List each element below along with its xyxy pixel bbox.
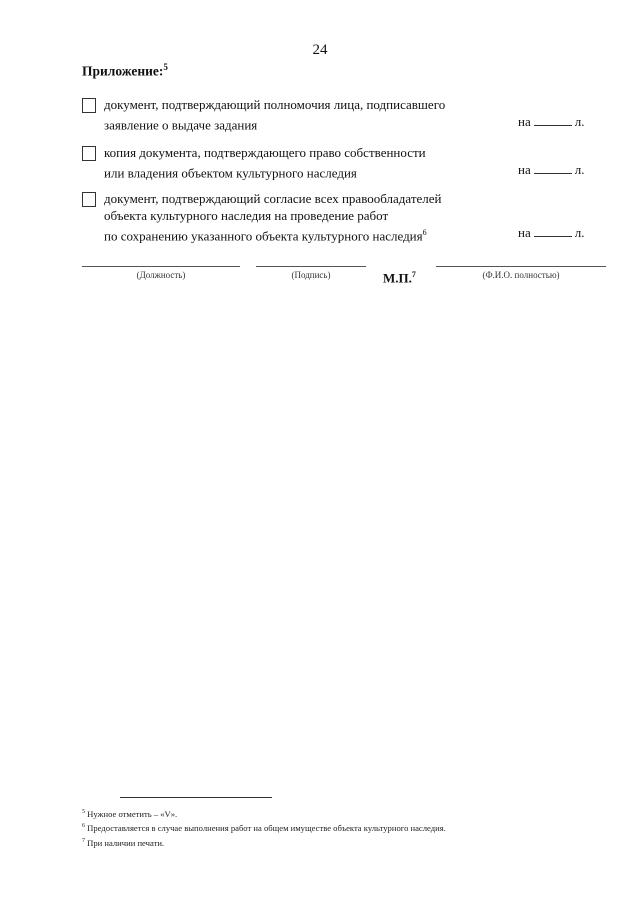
qty-suffix: л. [574,162,585,177]
footnote-ref: 6 [82,823,85,830]
page-number: 24 [312,42,328,58]
page-count-field[interactable] [534,113,572,126]
signature-line[interactable] [256,266,366,267]
qty-prefix: на [518,225,531,240]
footnote-ref: 5 [163,62,168,72]
appendix-title-text: Приложение: [82,63,164,79]
position-label: (Должность) [136,270,186,280]
position-line[interactable] [82,266,240,267]
item-text [104,144,426,181]
page-count-field[interactable] [534,224,572,237]
footnote-text: Нужное отметить – «V». [87,808,178,819]
checkbox[interactable] [82,98,96,113]
checkbox[interactable] [82,192,96,207]
item-text-body: копия документа, подтверждающего право собственности или владения объектом культурного наследия [104,145,426,181]
page-count-field[interactable] [534,161,572,174]
footnote-ref: 5 [82,809,85,815]
item-text [104,190,442,244]
stamp-text: М.П. [383,270,412,286]
qty-prefix: на [518,114,531,129]
item-text [104,96,445,133]
item-text-body: документ, подтверждающий согласие всех правообладателей объекта культурного наследия на проведение работ по сохранению указанного объекта культурного наследия [104,191,442,244]
footnotes [82,806,446,849]
name-label: (Ф.И.О. полностью) [482,270,560,280]
page-count [518,224,584,241]
signature-label: (Подпись) [291,270,331,280]
stamp-label [383,270,416,286]
page-count [518,113,584,130]
footnote-ref: 7 [411,270,416,279]
qty-suffix: л. [574,114,585,129]
footnote-text: При наличии печати. [87,837,165,848]
footnote-divider [120,797,272,798]
footnote [82,835,446,849]
qty-prefix: на [518,162,531,177]
footnote-ref: 7 [82,837,85,844]
appendix-item [82,96,602,132]
name-line[interactable] [436,266,606,267]
appendix-item [82,190,602,244]
qty-suffix: л. [574,225,585,240]
item-text-body: документ, подтверждающий полномочия лица, подписавшего заявление о выдаче задания [104,97,446,133]
page-count [518,161,584,178]
footnote-text: Предоставляется в случае выполнения работ на общем имуществе объекта культурного наследия. [87,823,446,834]
checkbox[interactable] [82,146,96,161]
appendix-title [82,62,168,80]
footnote-ref: 6 [422,228,427,237]
footnote [82,806,446,820]
appendix-item [82,144,602,180]
footnote [82,820,446,834]
